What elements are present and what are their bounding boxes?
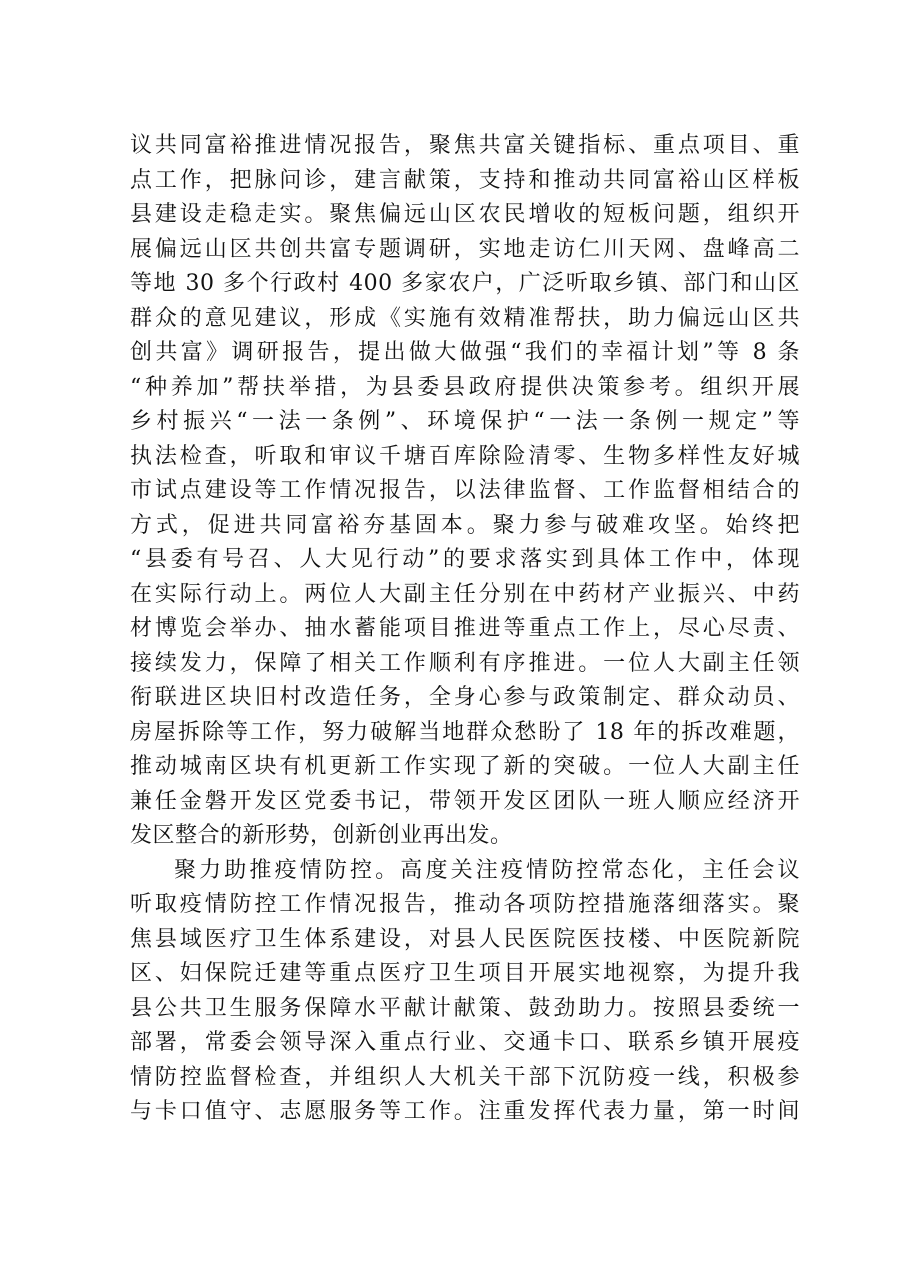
- text-line: 市试点建设等工作情况报告，以法律监督、工作监督相结合的: [130, 478, 800, 503]
- text-line: 衔联进区块旧村改造任务，全身心参与政策制定、群众动员、: [130, 685, 800, 710]
- text-line: 房屋拆除等工作，努力破解当地群众愁盼了 18 年的拆改难题，: [130, 719, 800, 745]
- text-line: 县建设走稳走实。聚焦偏远山区农民增收的短板问题，组织开: [130, 202, 800, 227]
- text-line: 县公共卫生服务保障水平献计献策、鼓劲助力。按照县委统一: [130, 995, 800, 1021]
- text-line: 方式，促进共同富裕夯基固本。聚力参与破难攻坚。始终把: [130, 512, 800, 538]
- text-line: 聚力助推疫情防控。高度关注疫情防控常态化，主任会议: [174, 857, 800, 883]
- text-line: 推动城南区块有机更新工作实现了新的突破。一位人大副主任: [130, 754, 800, 779]
- text-line: 议共同富裕推进情况报告，聚焦共富关键指标、重点项目、重: [130, 133, 800, 158]
- text-line: 创共富》调研报告，提出做大做强“我们的幸福计划”等 8 条: [130, 340, 800, 365]
- text-line: 与卡口值守、志愿服务等工作。注重发挥代表力量，第一时间: [130, 1099, 800, 1124]
- text-line: 展偏远山区共创共富专题调研，实地走访仁川天网、盘峰高二: [130, 236, 800, 262]
- text-line: “种养加”帮扶举措，为县委县政府提供决策参考。组织开展: [130, 374, 800, 400]
- document-body: [130, 129, 800, 1130]
- text-line: 点工作，把脉问诊，建言献策，支持和推动共同富裕山区样板: [130, 167, 800, 193]
- text-line: 焦县域医疗卫生体系建设，对县人民医院医技楼、中医院新院: [130, 926, 800, 952]
- text-line: 情防控监督检查，并组织人大机关干部下沉防疫一线，积极参: [130, 1064, 800, 1090]
- text-line: 材博览会举办、抽水蓄能项目推进等重点工作上，尽心尽责、: [130, 616, 800, 641]
- text-line: 听取疫情防控工作情况报告，推动各项防控措施落细落实。聚: [130, 892, 800, 917]
- text-line: 兼任金磐开发区党委书记，带领开发区团队一班人顺应经济开: [130, 788, 800, 814]
- text-line: 部署，常委会领导深入重点行业、交通卡口、联系乡镇开展疫: [130, 1030, 800, 1055]
- text-line: 接续发力，保障了相关工作顺利有序推进。一位人大副主任领: [130, 650, 800, 676]
- text-line: “县委有号召、人大见行动”的要求落实到具体工作中，体现: [130, 547, 800, 572]
- paragraph-2: [130, 854, 800, 1130]
- text-line: 等地 30 多个行政村 400 多家农户，广泛听取乡镇、部门和山区: [130, 271, 800, 296]
- text-line: 发区整合的新形势，创新创业再出发。: [130, 823, 513, 848]
- text-line: 执法检查，听取和审议千塘百库除险清零、生物多样性友好城: [130, 443, 800, 469]
- text-line: 群众的意见建议，形成《实施有效精准帮扶，助力偏远山区共: [130, 305, 800, 331]
- text-line: 乡村振兴“一法一条例”、环境保护“一法一条例一规定”等: [130, 409, 800, 434]
- text-line: 在实际行动上。两位人大副主任分别在中药材产业振兴、中药: [130, 581, 800, 607]
- text-line: 区、妇保院迁建等重点医疗卫生项目开展实地视察，为提升我: [130, 961, 800, 986]
- paragraph-1: [130, 129, 800, 854]
